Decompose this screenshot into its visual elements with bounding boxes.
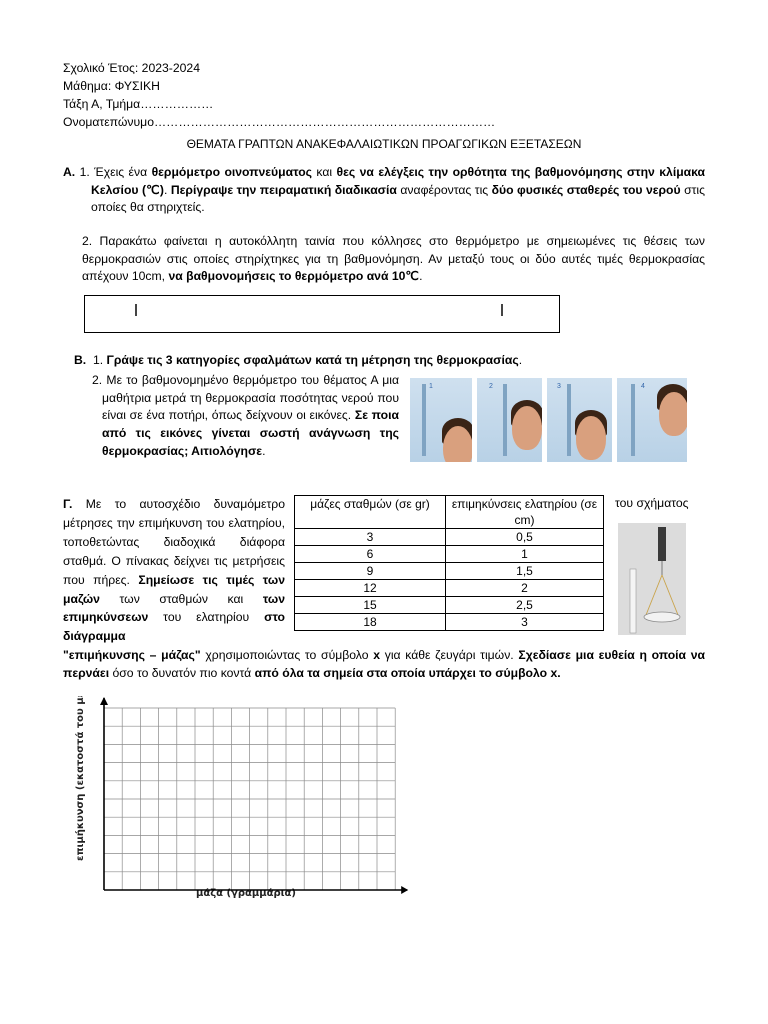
extension-cell: 1,5 [446, 563, 604, 580]
thermometer-reading-photos [410, 378, 687, 462]
photo-2: 2 [477, 378, 542, 462]
table-row [295, 529, 604, 546]
extension-header: επιμηκύνσεις ελατηρίου (σε cm) [446, 496, 604, 529]
extension-cell: 1 [446, 546, 604, 563]
upper-mark [501, 304, 503, 316]
mass-cell: 15 [295, 597, 446, 614]
extension-cell: 2,5 [446, 597, 604, 614]
section-c-text-right: του σχήματος [615, 496, 689, 510]
mass-cell: 18 [295, 614, 446, 631]
lower-mark [135, 304, 137, 316]
dynamometer-photo [618, 523, 686, 635]
student-header [63, 60, 495, 132]
calibration-tape[interactable] [84, 295, 560, 333]
table-row [295, 614, 604, 631]
section-b-q1: Β. 1. Γράψε τις 3 κατηγορίες σφαλμάτων κατά τη μέτρηση της θερμοκρασίας. [74, 353, 523, 367]
section-a-q1: Α. 1. Έχεις ένα θερμόμετρο οινοπνεύματος και θες να ελέγξεις την ορθότητα της βαθμονόμησης στην κλίμακα Κελσίου (℃). Περίγραψε την πειραματική διαδικασία αναφέροντας τις δύο φυσικές σταθερές του νερού στις οποίες θα στηριχτείς. [63, 165, 706, 215]
table-row [295, 546, 604, 563]
mass-cell: 12 [295, 580, 446, 597]
extension-cell: 2 [446, 580, 604, 597]
mass-cell: 9 [295, 563, 446, 580]
section-b-label: Β. [74, 353, 87, 367]
mass-header: μάζες σταθμών (σε gr) [295, 496, 446, 529]
table-row [295, 580, 604, 597]
table-row [295, 563, 604, 580]
mass-cell: 6 [295, 546, 446, 563]
photo-3: 3 [547, 378, 612, 462]
table-row [295, 597, 604, 614]
section-c-text: Γ. Με το αυτοσχέδιο δυναμόμετρο μέτρησες την επιμήκυνση του ελατηρίου, τοποθετώντας διαδοχικά διάφορα σταθμά. Ο πίνακας δείχνει τις μετρήσεις που πήρες. Σημείωσε τις τιμές των μαζών των σταθμών και των επιμηκύνσεων του ελατηρίου στο διάγραμμα [63, 497, 286, 644]
extension-mass-graph[interactable] [70, 696, 410, 906]
exam-title: ΘΕΜΑΤΑ ΓΡΑΠΤΩΝ ΑΝΑΚΕΦΑΛΑΙΩΤΙΚΩΝ ΠΡΟΑΓΩΓΙΚΩΝ ΕΞΕΤΑΣΕΩΝ [186, 137, 582, 151]
section-a-q2: 2. Παρακάτω φαίνεται η αυτοκόλλητη ταινία που κόλλησες στο θερμόμετρο με σημειωμένες τις θέσεις των θερμοκρασιών στις οποίες στηρίχτηκες για τη βαθμονόμηση. Αν μεταξύ τους οι δύο αυτές τιμές θερμοκρασίας απέχουν 10cm, να βαθμονομήσεις το θερμόμετρο ανά 10℃. [82, 234, 705, 284]
class-field[interactable]: Τάξη Α, Τμήμα……………… [63, 97, 214, 111]
section-a-label: Α. [63, 165, 76, 179]
section-c-label: Γ. [63, 497, 73, 511]
section-c-continued: "επιμήκυνσης – μάζας" χρησιμοποιώντας το σύμβολο x για κάθε ζευγάρι τιμών. Σχεδίασε μια ευθεία η οποία να περνάει όσο το δυνατόν πιο κοντά από όλα τα σημεία στα οποία υπάρχει το σύμβολο x. [63, 648, 706, 680]
photo-4: 4 [617, 378, 687, 462]
measurements-table [294, 495, 604, 631]
subject: Μάθημα: ΦΥΣΙΚΗ [63, 79, 160, 93]
mass-cell: 3 [295, 529, 446, 546]
photo-1: 1 [410, 378, 472, 462]
spring-scale-illustration [618, 523, 686, 635]
graph-svg[interactable] [70, 696, 410, 906]
x-axis-label: μάζα (γραμμάρια) [196, 888, 296, 899]
extension-cell: 0,5 [446, 529, 604, 546]
extension-cell: 3 [446, 614, 604, 631]
school-year: Σχολικό Έτος: 2023-2024 [63, 61, 200, 75]
y-axis-label: επιμήκυνση (εκατοστά του μέτρου) [75, 696, 86, 861]
table-header-row [295, 496, 604, 529]
section-b-q2: 2. Με το βαθμονομημένο θερμόμετρο του θέματος Α μια μαθήτρια μετρά τη θερμοκρασία ποσότητας νερού που είναι σε ένα ποτήρι, όπως δείχνουν οι εικόνες. Σε ποια από τις εικόνες γίνεται σωστή ανάγνωση της θερμοκρασίας; Αιτιολόγησε. [92, 373, 399, 458]
name-field[interactable]: Ονοματεπώνυμο………………………………………………………………………… [63, 115, 496, 129]
